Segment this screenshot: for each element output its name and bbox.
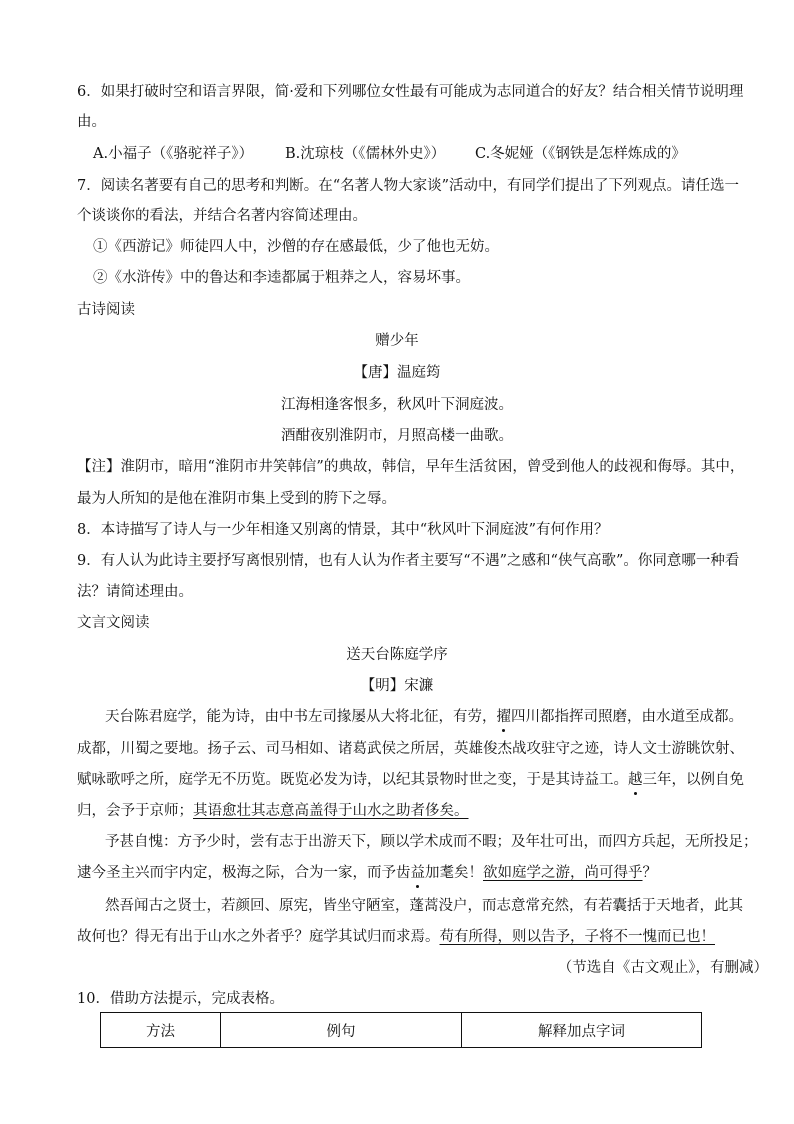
q6-option-b: B.沈琼枝（《儒林外史》） [285,146,446,162]
q10-prompt: 10．借助方法提示，完成表格。 [77,991,284,1007]
dotted-word-yue: 越 [628,772,643,788]
prose-p1-line1: 天台陈君庭学，能为诗，由中书左司掾屡从大将北征，有劳，擢四川都指挥司照磨，由水道至成都。 [105,709,743,725]
dotted-word-yi: 益 [410,865,425,881]
prose-p3-line1: 然吾闻古之贤士，若颜回、原宪，皆坐守陋室，蓬蒿没户，而志意常充然，有若囊括于天地者，此其 [105,898,743,914]
poem-title: 赠少年 [375,333,419,349]
prose-p3-line2: 故何也？得无有出于山水之外者乎？庭学其试归而求焉。苟有所得，则以告予，子将不一愧而已也！ [77,929,715,945]
table-header-explanation: 解释加点字词 [462,1013,702,1048]
dotted-word-zhuo: 擢 [496,709,511,725]
poem-note-line2: 最为人所知的是他在淮阴市集上受到的胯下之辱。 [77,491,396,507]
q7-text-line1: 7．阅读名著要有自己的思考和判断。在“名著人物大家谈”活动中，有同学们提出了下列观点。请任选一 [77,178,740,194]
poem-author: 【唐】温庭筠 [353,365,441,381]
underlined-sentence-3: 苟有所得，则以告予，子将不一愧而已也！ [439,929,715,945]
prose-p1-line3: 赋咏歌呼之所，庭学无不历览。既览必发为诗，以纪其景物时世之变，于是其诗益工。越三年，以例自免 [77,772,744,788]
q7-viewpoint-2: ②《水浒传》中的鲁达和李逵都属于粗莽之人，容易坏事。 [93,270,470,286]
poem-verse-1: 江海相逢客恨多，秋风叶下洞庭波。 [281,397,513,413]
q7-text-line2: 个谈谈你的看法，并结合名著内容简述理由。 [77,208,367,224]
prose-p1-line2: 成都，川蜀之要地。扬子云、司马相如、诸葛武侯之所居，英雄俊杰战攻驻守之迹，诗人文士游眺饮射、 [77,741,744,757]
prose-p2-line2: 逮今圣主兴而宇内定，极海之际，合为一家，而予齿益加耄矣！欲如庭学之游，尚可得乎？ [77,865,657,881]
q6-option-a: A.小福子（《骆驼祥子》） [93,146,254,162]
underlined-sentence-2: 欲如庭学之游，尚可得乎 [483,865,643,881]
poem-verse-2: 酒酣夜别淮阴市，月照高楼一曲歌。 [281,428,513,444]
q6-text-line2: 由。 [77,114,106,130]
underlined-sentence-1: 其语愈壮其志意高盖得于山水之助者侈矣。 [193,803,469,819]
q6-text-line1: 6．如果打破时空和语言界限，简·爱和下列哪位女性最有可能成为志同道合的好友？结合相关情节说明理 [77,84,744,100]
prose-p1-line4: 归，会予于京师；其语愈壮其志意高盖得于山水之助者侈矣。 [77,803,469,819]
q8-text: 8．本诗描写了诗人与一少年相逢又别离的情景，其中“秋风叶下洞庭波”有何作用？ [77,522,609,538]
q7-viewpoint-1: ①《西游记》师徒四人中，沙僧的存在感最低，少了他也无妨。 [93,239,499,255]
poem-section-heading: 古诗阅读 [77,302,135,318]
method-table [100,1012,702,1048]
table-header-row [101,1013,702,1048]
prose-source: （节选自《古文观止》，有删减） [557,960,768,976]
poem-note-line1: 【注】淮阴市，暗用“淮阴市井笑韩信”的典故，韩信，早年生活贫困，曾受到他人的歧视和侮辱。其中， [77,459,745,475]
q6-option-c: C.冬妮娅（《钢铁是怎样炼成的》 [475,146,686,162]
q9-text-line1: 9．有人认为此诗主要抒写离恨别情，也有人认为作者主要写“不遇”之感和“侠气高歌”。你同意哪一种看 [77,553,740,569]
q9-text-line2: 法？请简述理由。 [77,584,193,600]
prose-p2-line1: 予甚自愧：方予少时，尝有志于出游天下，顾以学术成而不暇；及年壮可出，而四方兵起，无所投足； [105,834,758,850]
prose-author: 【明】宋濂 [360,678,434,694]
prose-title: 送天台陈庭学序 [346,647,448,663]
table-header-example: 例句 [221,1013,462,1048]
prose-section-heading: 文言文阅读 [77,615,150,631]
table-header-method: 方法 [101,1013,221,1048]
